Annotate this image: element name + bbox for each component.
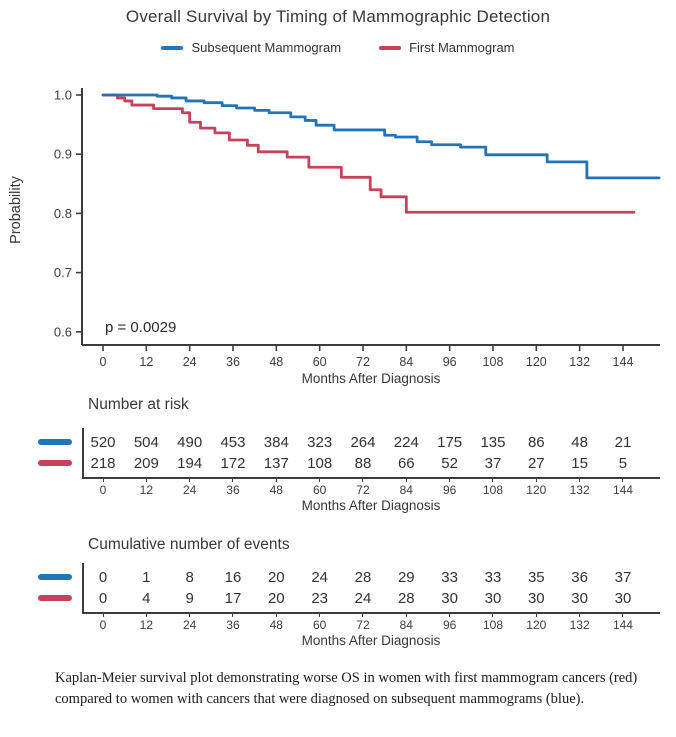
table-value: 194 xyxy=(177,455,203,472)
table-tick-label: 96 xyxy=(442,618,457,632)
row-key-icon xyxy=(38,595,72,601)
table-tick-label: 12 xyxy=(139,618,153,632)
table-value: 224 xyxy=(393,434,419,451)
table-tick-label: 72 xyxy=(356,618,370,632)
table-value: 8 xyxy=(185,569,194,586)
risk-table-title: Number at risk xyxy=(88,396,189,413)
table-tick-label: 132 xyxy=(569,618,590,632)
events-xaxis-label: Months After Diagnosis xyxy=(301,633,441,648)
table-axis-tick xyxy=(622,612,623,617)
table-value: 24 xyxy=(354,590,372,607)
table-axis-tick xyxy=(232,477,233,482)
table-tick-label: 24 xyxy=(182,483,197,497)
x-tick-label: 36 xyxy=(226,355,240,369)
table-tick-label: 0 xyxy=(99,618,107,632)
y-tick-label: 0.8 xyxy=(53,205,72,221)
table-value: 4 xyxy=(142,590,151,607)
table-tick-label: 36 xyxy=(226,483,240,497)
table-axis-tick xyxy=(449,612,450,617)
legend-label: Subsequent Mammogram xyxy=(191,40,342,55)
figure-caption: Kaplan-Meier survival plot demonstrating worse OS in women with first mammogram cancers (red) compared to women with cancers that were diagnosed on subsequent mammograms (blue). xyxy=(55,670,638,708)
table-value: 86 xyxy=(527,434,545,451)
table-tick-label: 36 xyxy=(226,618,240,632)
table-tick-label: 12 xyxy=(139,483,153,497)
table-tick-label: 144 xyxy=(612,483,633,497)
table-value: 504 xyxy=(133,434,159,451)
events-table-title: Cumulative number of events xyxy=(88,536,290,553)
table-tick-label: 24 xyxy=(182,618,197,632)
table-axis-tick xyxy=(536,477,537,482)
table-axis-tick xyxy=(536,612,537,617)
risk-xaxis-label: Months After Diagnosis xyxy=(301,498,441,513)
table-tick-label: 120 xyxy=(526,483,547,497)
table-value: 23 xyxy=(311,590,328,607)
table-axis-tick xyxy=(146,612,147,617)
table-tick-label: 60 xyxy=(312,483,327,497)
table-value: 520 xyxy=(90,434,116,451)
table-tick-label: 132 xyxy=(569,483,590,497)
table-value: 108 xyxy=(307,455,333,472)
table-value: 37 xyxy=(484,455,502,472)
table-value: 30 xyxy=(614,590,632,607)
y-tick-label: 0.6 xyxy=(53,324,72,340)
table-axis-tick xyxy=(406,477,407,482)
table-axis-tick xyxy=(492,477,493,482)
table-value: 33 xyxy=(484,569,502,586)
table-value: 0 xyxy=(98,590,108,607)
table-value: 135 xyxy=(480,434,506,451)
table-axis-tick xyxy=(579,477,580,482)
table-tick-label: 60 xyxy=(312,618,327,632)
table-value: 0 xyxy=(98,569,108,586)
table-value: 30 xyxy=(441,590,458,607)
table-tick-label: 84 xyxy=(399,483,413,497)
x-tick-label: 0 xyxy=(99,355,107,369)
x-tick-label: 84 xyxy=(399,355,414,369)
table-value: 30 xyxy=(527,590,545,607)
table-axis-tick xyxy=(492,612,493,617)
y-tick-label: 1.0 xyxy=(53,87,72,103)
table-value: 209 xyxy=(133,455,159,472)
table-tick-label: 84 xyxy=(399,618,413,632)
table-value: 28 xyxy=(354,569,372,586)
table-tick-label: 120 xyxy=(526,618,547,632)
table-axis-tick xyxy=(276,612,277,617)
table-value: 16 xyxy=(224,569,242,586)
x-tick-label: 24 xyxy=(182,355,197,369)
table-axis-tick xyxy=(146,477,147,482)
table-tick-label: 48 xyxy=(269,483,283,497)
table-value: 37 xyxy=(614,569,632,586)
table-axis-tick xyxy=(579,612,580,617)
table-value: 453 xyxy=(220,434,246,451)
x-tick-label: 96 xyxy=(442,355,457,369)
table-tick-label: 0 xyxy=(99,483,107,497)
table-axis-tick xyxy=(319,612,320,617)
table-axis-tick xyxy=(189,477,190,482)
table-value: 27 xyxy=(527,455,545,472)
x-tick-label: 48 xyxy=(269,355,284,369)
table-value: 48 xyxy=(571,434,588,451)
plot-xaxis-label: Months After Diagnosis xyxy=(301,371,441,386)
x-tick-label: 108 xyxy=(482,355,504,369)
x-tick-label: 60 xyxy=(312,355,327,369)
table-axis-tick xyxy=(232,612,233,617)
row-key-icon xyxy=(38,574,72,580)
table-axis-tick xyxy=(622,477,623,482)
table-tick-label: 48 xyxy=(269,618,283,632)
row-key-icon xyxy=(38,439,72,445)
table-value: 30 xyxy=(571,590,588,607)
table-value: 15 xyxy=(571,455,588,472)
chart-title: Overall Survival by Timing of Mammographic Detection xyxy=(125,7,551,26)
table-value: 36 xyxy=(571,569,588,586)
km-curve-subsequent xyxy=(103,95,659,178)
table-value: 17 xyxy=(224,590,242,607)
table-value: 175 xyxy=(437,434,463,451)
table-value: 172 xyxy=(220,455,246,472)
table-tick-label: 144 xyxy=(612,618,633,632)
table-value: 24 xyxy=(311,569,328,586)
table-value: 323 xyxy=(307,434,333,451)
x-tick-label: 144 xyxy=(612,355,634,369)
plot-yaxis-label: Probability xyxy=(8,176,24,244)
table-value: 21 xyxy=(614,434,632,451)
table-axis-line xyxy=(82,612,660,614)
table-axis-tick xyxy=(362,477,363,482)
table-tick-label: 72 xyxy=(356,483,370,497)
x-tick-label: 132 xyxy=(569,355,591,369)
table-value: 29 xyxy=(397,569,415,586)
table-axis-tick xyxy=(362,612,363,617)
row-key-icon xyxy=(38,460,72,466)
table-tick-label: 108 xyxy=(482,483,503,497)
table-value: 5 xyxy=(618,455,628,472)
y-tick-label: 0.9 xyxy=(53,146,72,162)
p-value: p = 0.0029 xyxy=(105,319,177,336)
x-tick-label: 72 xyxy=(356,355,370,369)
table-axis-tick xyxy=(449,477,450,482)
table-value: 384 xyxy=(263,434,289,451)
km-curve-first xyxy=(103,95,634,212)
table-value: 35 xyxy=(527,569,545,586)
table-axis-tick xyxy=(103,612,104,617)
table-value: 137 xyxy=(263,455,289,472)
table-value: 1 xyxy=(142,569,151,586)
table-value: 88 xyxy=(354,455,372,472)
table-value: 33 xyxy=(441,569,458,586)
table-value: 264 xyxy=(350,434,376,451)
table-value: 20 xyxy=(267,569,285,586)
table-axis-tick xyxy=(319,477,320,482)
table-tick-label: 96 xyxy=(442,483,457,497)
table-value: 30 xyxy=(484,590,502,607)
table-value: 66 xyxy=(397,455,415,472)
table-axis-line xyxy=(82,477,660,479)
table-value: 28 xyxy=(397,590,415,607)
table-axis-tick xyxy=(103,477,104,482)
table-value: 490 xyxy=(177,434,203,451)
table-axis-tick xyxy=(276,477,277,482)
x-tick-label: 12 xyxy=(139,355,154,369)
table-tick-label: 108 xyxy=(482,618,503,632)
y-tick-label: 0.7 xyxy=(53,265,72,281)
table-value: 52 xyxy=(441,455,458,472)
legend-label: First Mammogram xyxy=(409,40,515,55)
table-value: 218 xyxy=(90,455,116,472)
table-value: 20 xyxy=(267,590,285,607)
table-axis-tick xyxy=(189,612,190,617)
x-tick-label: 120 xyxy=(525,355,547,369)
table-axis-tick xyxy=(406,612,407,617)
table-value: 9 xyxy=(185,590,194,607)
